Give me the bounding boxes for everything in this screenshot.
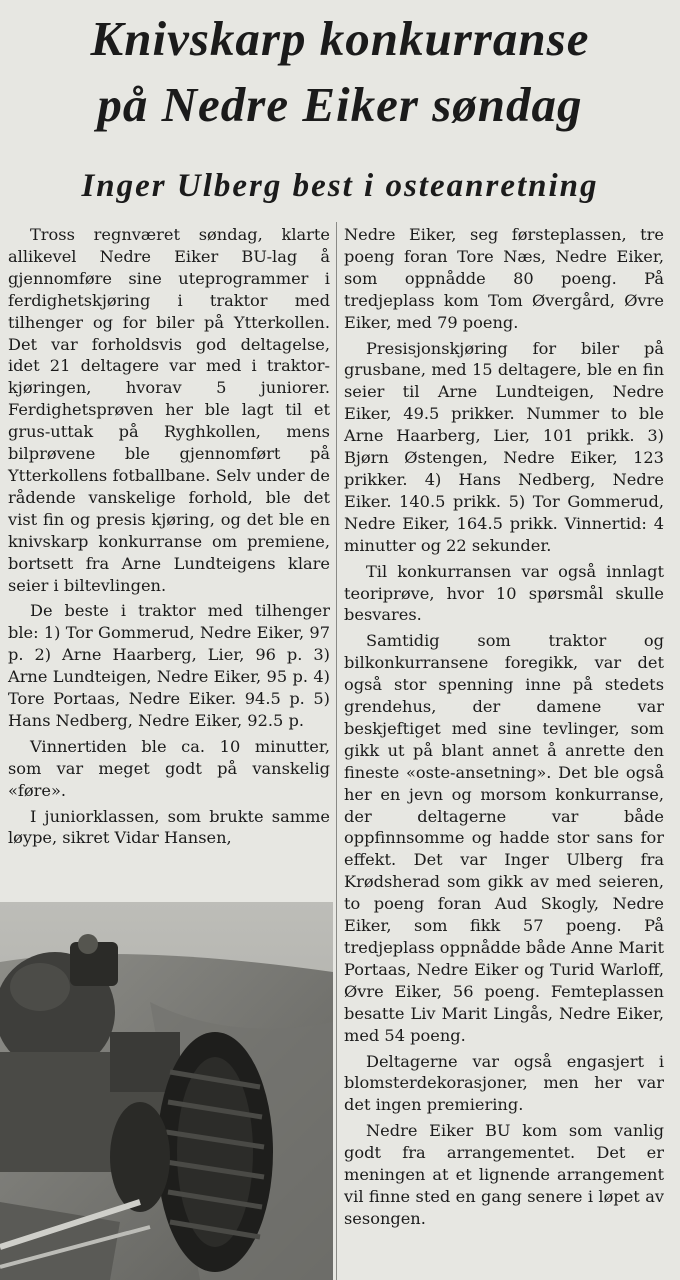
paragraph: Samtidig som traktor og bilkonkurransene foregikk, var det også stor spenning inne på stedets grendehus, der damene var beskjeftiget med sine tevlinger, som gikk ut på blant annet å anrette den fineste «oste-ansetning». Det ble også her en jevn og morsom konkurranse, der deltagerne var både oppfinnsomme og hadde stor sans for effekt. Det var Inger Ulberg fra Krødsherad som gikk av med seieren, to poeng foran Aud Skogly, Nedre Eiker, som fikk 57 poeng. På tredjeplass oppnådde både Anne Marit Portaas, Nedre Eiker og Turid Warloff, Øvre Eiker, 56 poeng. Femteplassen besatte Liv Marit Lingås, Nedre Eiker, med 54 poeng.: [344, 631, 664, 1045]
tractor-photo: [0, 902, 333, 1280]
paragraph: De beste i traktor med tilhenger ble: 1) Tor Gommerud, Nedre Eiker, 97 p. 2) Arne Haarberg, Lier, 96 p. 3) Arne Lundteigen, Nedre Eiker, 95 p. 4) Tore Portaas, Nedre Eiker. 94.5 p. 5) Hans Nedberg, Nedre Eiker, 92.5 p.: [8, 601, 330, 730]
paragraph: I juniorklassen, som brukte samme løype, sikret Vidar Hansen,: [8, 806, 330, 848]
headline-line-1: Knivskarp konkurranse: [90, 11, 590, 66]
paragraph: Presisjonskjøring for biler på grusbane, med 15 deltagere, ble en fin seier til Arne Lundteigen, Nedre Eiker, 49.5 prikker. Nummer to ble Arne Haarberg, Lier, 101 prikk. 3) Bjørn Østengen, Nedre Eiker, 123 prikker. 4) Hans Nedberg, Nedre Eiker. 140.5 prikk. 5) Tor Gommerud, Nedre Eiker, 164.5 prikk. Vinnertid: 4 minutter og 22 sekunder.: [344, 338, 664, 555]
paragraph: Vinnertiden ble ca. 10 minutter, som var meget godt på vanskelig «føre».: [8, 736, 330, 800]
paragraph: Deltagerne var også engasjert i blomsterdekorasjoner, men her var det ingen premiering.: [344, 1051, 664, 1115]
paragraph: Nedre Eiker, seg førsteplassen, tre poeng foran Tore Næs, Nedre Eiker, som oppnådde 80 poeng. På tredjeplass kom Tom Øvergård, Øvre Eiker, med 79 poeng.: [344, 225, 664, 332]
column-divider: [336, 222, 337, 1280]
paragraph: Til konkurransen var også innlagt teoriprøve, hvor 10 spørsmål skulle besvares.: [344, 561, 664, 625]
left-column: [8, 224, 330, 853]
article-headline: [0, 6, 680, 138]
paragraph: Nedre Eiker BU kom som vanlig godt fra arrangementet. Det er meningen at et lignende arrangement vil finne sted en gang senere i løpet av sesongen.: [344, 1121, 664, 1228]
article-subheadline: Inger Ulberg best i osteanretning: [81, 168, 599, 204]
right-column: [344, 224, 664, 1234]
headline-line-2: på Nedre Eiker søndag: [97, 77, 583, 132]
paragraph: Tross regnværet søndag, klarte allikevel Nedre Eiker BU-lag å gjennomføre sine uteprogrammer i ferdighetskjøring i traktor med tilhenger og for biler på Ytterkollen. Det var forholdsvis god deltagelse, idet 21 deltagere var med i traktor-kjøringen, hvorav 5 juniorer. Ferdighetsprøven her ble lagt til et grus-uttak på Ryghkollen, mens bilprøvene ble gjennomført på Ytterkollens fotballbane. Selv under de rådende vanskelige forhold, ble det vist fin og presis kjøring, og det ble en knivskarp konkurranse om premiene, bortsett fra Arne Lundteigens klare seier i biltevlingen.: [8, 225, 330, 595]
